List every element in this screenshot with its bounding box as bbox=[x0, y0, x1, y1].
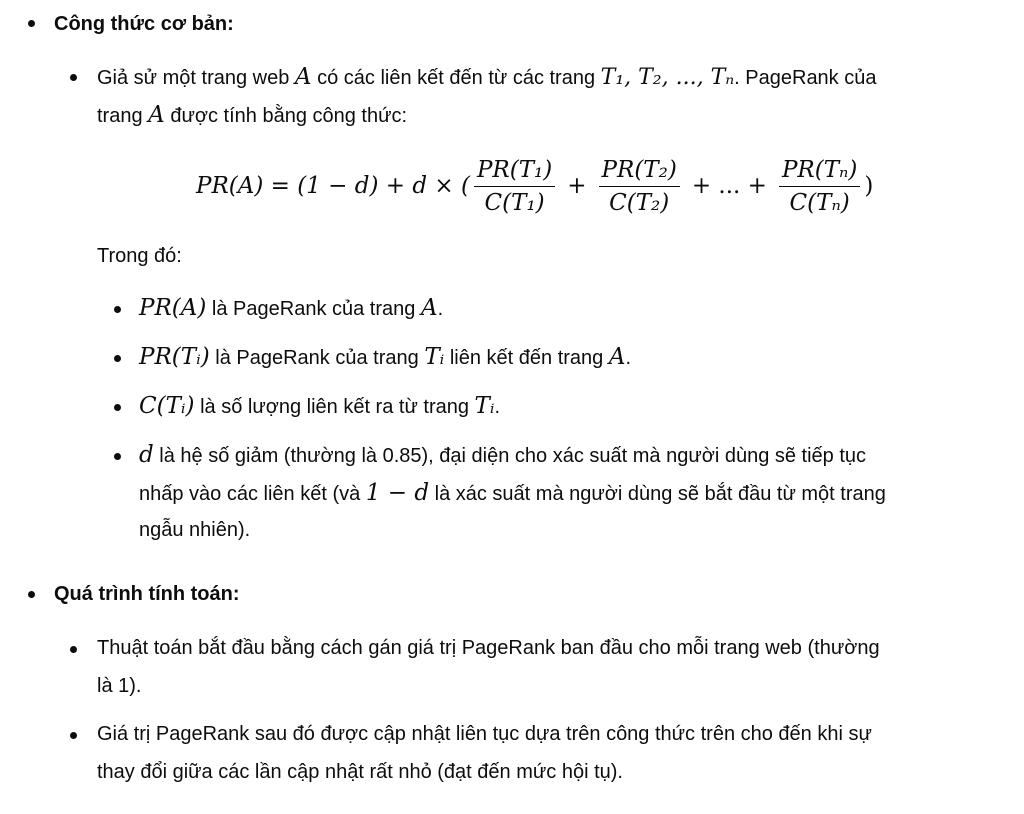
section-heading-computation: Quá trình tính toán: bbox=[54, 583, 240, 605]
process-item-1-line-1: Thuật toán bắt đầu bằng cách gán giá trị PageRank ban đầu cho mỗi trang web (thường bbox=[97, 637, 880, 659]
fraction-n bbox=[779, 157, 860, 216]
bullet-intro bbox=[70, 74, 77, 81]
fraction-1-numerator: PR(T₁) bbox=[474, 157, 555, 187]
bullet-item-2 bbox=[114, 355, 121, 362]
section-heading-basic-formula: Công thức cơ bản: bbox=[54, 13, 234, 35]
definition-pr-ti: PR(Tᵢ) là PageRank của trang Tᵢ liên kết đến trang A. bbox=[139, 344, 632, 370]
bullet-section-1 bbox=[28, 20, 35, 27]
bullet-section-2 bbox=[28, 591, 35, 598]
fraction-1 bbox=[474, 157, 555, 216]
fraction-n-denominator: C(Tₙ) bbox=[789, 189, 850, 216]
where-label: Trong đó: bbox=[97, 245, 182, 267]
bullet-item-1 bbox=[114, 306, 121, 313]
bullet-process-2 bbox=[70, 732, 77, 739]
math-A: A bbox=[148, 102, 165, 128]
intro-line-1: Giả sử một trang web A có các liên kết đến từ các trang T₁, T₂, ..., Tₙ. PageRank của bbox=[97, 64, 877, 90]
math-A: A bbox=[294, 64, 312, 90]
definition-pr-a: PR(A) là PageRank của trang A. bbox=[139, 295, 444, 321]
process-item-2-line-1: Giá trị PageRank sau đó được cập nhật liên tục dựa trên công thức trên cho đến khi sự bbox=[97, 723, 872, 745]
definition-c-ti: C(Tᵢ) là số lượng liên kết ra từ trang Tᵢ. bbox=[139, 393, 501, 419]
bullet-item-3 bbox=[114, 404, 121, 411]
formula-plus: + bbox=[567, 173, 587, 199]
formula-ellipsis: + ... + bbox=[691, 173, 767, 199]
fraction-2-denominator: C(T₂) bbox=[609, 189, 670, 216]
fraction-n-numerator: PR(Tₙ) bbox=[779, 157, 860, 187]
fraction-2 bbox=[599, 157, 680, 216]
definition-d-line-2: nhấp vào các liên kết (và 1 − d là xác suất mà người dùng sẽ bắt đầu từ một trang bbox=[139, 480, 886, 506]
process-item-1-line-2: là 1). bbox=[97, 675, 142, 697]
fraction-2-numerator: PR(T₂) bbox=[599, 157, 680, 187]
bullet-item-4 bbox=[114, 453, 121, 460]
bullet-process-1 bbox=[70, 646, 77, 653]
formula-lhs: PR(A) = (1 − d) + d × ( bbox=[196, 173, 470, 199]
definition-d-line-3: ngẫu nhiên). bbox=[139, 519, 251, 541]
process-item-2-line-2: thay đổi giữa các lần cập nhật rất nhỏ (đạt đến mức hội tụ). bbox=[97, 761, 623, 783]
pagerank-formula bbox=[196, 150, 873, 222]
math-t-list: T₁, T₂, ..., Tₙ bbox=[600, 65, 735, 90]
intro-line-2: trang A được tính bằng công thức: bbox=[97, 102, 408, 128]
fraction-1-denominator: C(T₁) bbox=[484, 189, 545, 216]
formula-close-paren: ) bbox=[864, 173, 874, 199]
definition-d-line-1: d là hệ số giảm (thường là 0.85), đại diện cho xác suất mà người dùng sẽ tiếp tục bbox=[139, 442, 867, 468]
